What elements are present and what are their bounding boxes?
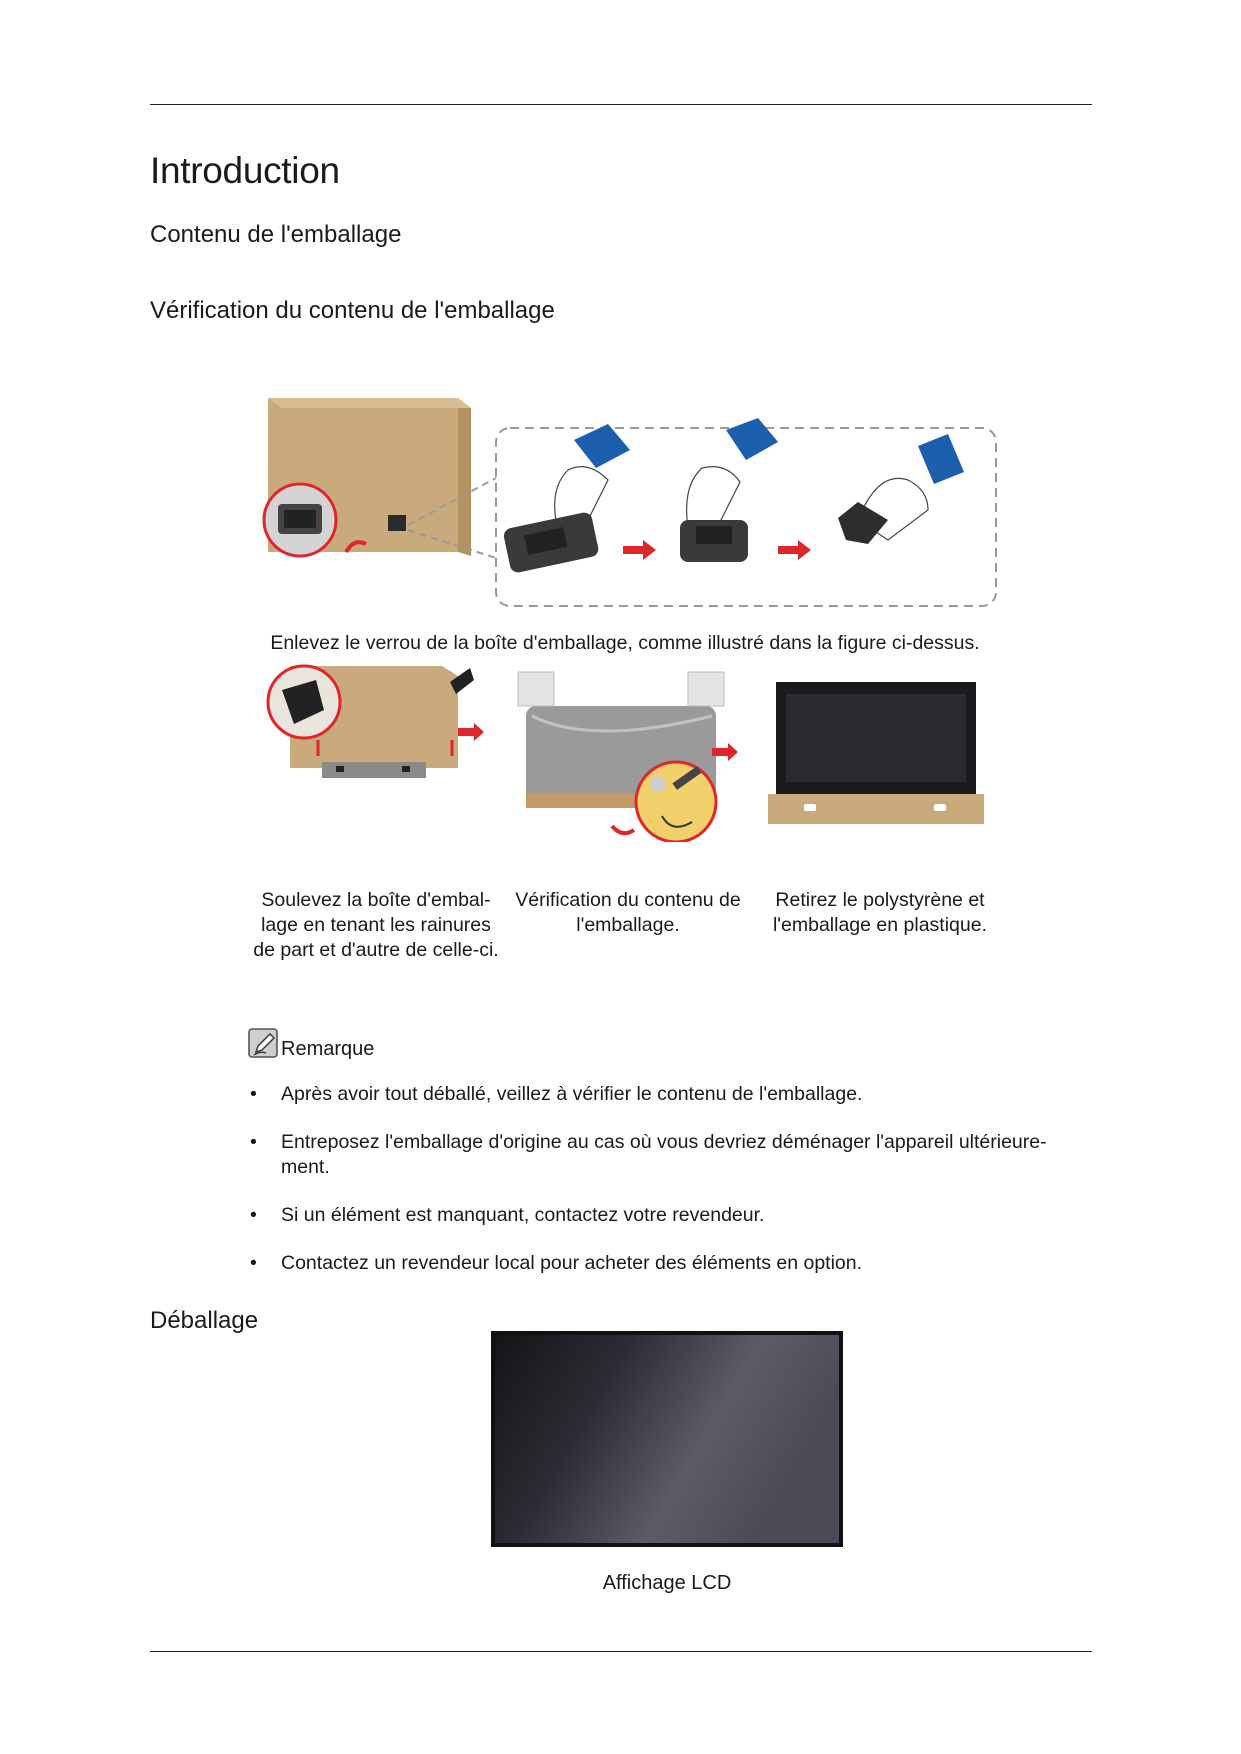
note-pencil-icon bbox=[248, 1028, 280, 1060]
lock-removal-figure bbox=[258, 380, 1010, 616]
remove-packaging-figure bbox=[764, 676, 990, 826]
bullet: • bbox=[250, 1204, 257, 1226]
list-item bbox=[250, 1203, 1092, 1228]
note-header bbox=[248, 1024, 374, 1060]
header-rule bbox=[150, 104, 1092, 105]
check-contents-caption: Vérification du contenu de l'emballage. bbox=[515, 889, 741, 936]
lcd-display-figure bbox=[490, 1330, 844, 1550]
note-text: Contactez un revendeur local pour acheter des éléments en option. bbox=[281, 1252, 863, 1274]
lift-box-figure bbox=[262, 660, 488, 790]
footer-rule bbox=[150, 1651, 1092, 1652]
lift-box-caption: Soulevez la boîte d'embal-lage en tenant les rainures de part et d'autre de celle-ci. bbox=[253, 889, 499, 961]
note-list bbox=[250, 1082, 1092, 1299]
note-text: Après avoir tout déballé, veillez à vérifier le contenu de l'emballage. bbox=[281, 1083, 863, 1105]
remove-packaging-caption: Retirez le polystyrène et l'emballage en plastique. bbox=[772, 889, 988, 936]
list-item bbox=[250, 1082, 1092, 1107]
list-item bbox=[250, 1251, 1092, 1276]
subsection-title: Vérification du contenu de l'emballage bbox=[150, 297, 555, 324]
unpacking-title: Déballage bbox=[150, 1307, 259, 1334]
bullet: • bbox=[250, 1083, 257, 1105]
note-text: Entreposez l'emballage d'origine au cas où vous devriez déménager l'appareil ultérieure-ment. bbox=[281, 1131, 1047, 1178]
bullet: • bbox=[250, 1252, 257, 1274]
page-title: Introduction bbox=[150, 150, 340, 191]
note-label: Remarque bbox=[281, 1038, 375, 1060]
lcd-caption: Affichage LCD bbox=[602, 1572, 732, 1594]
check-contents-figure bbox=[512, 666, 744, 842]
list-item bbox=[250, 1130, 1092, 1180]
bullet: • bbox=[250, 1131, 257, 1153]
section-title: Contenu de l'emballage bbox=[150, 221, 402, 248]
note-text: Si un élément est manquant, contactez votre revendeur. bbox=[281, 1204, 765, 1226]
lock-removal-caption: Enlevez le verrou de la boîte d'emballage, comme illustré dans la figure ci-dessus. bbox=[270, 632, 980, 654]
